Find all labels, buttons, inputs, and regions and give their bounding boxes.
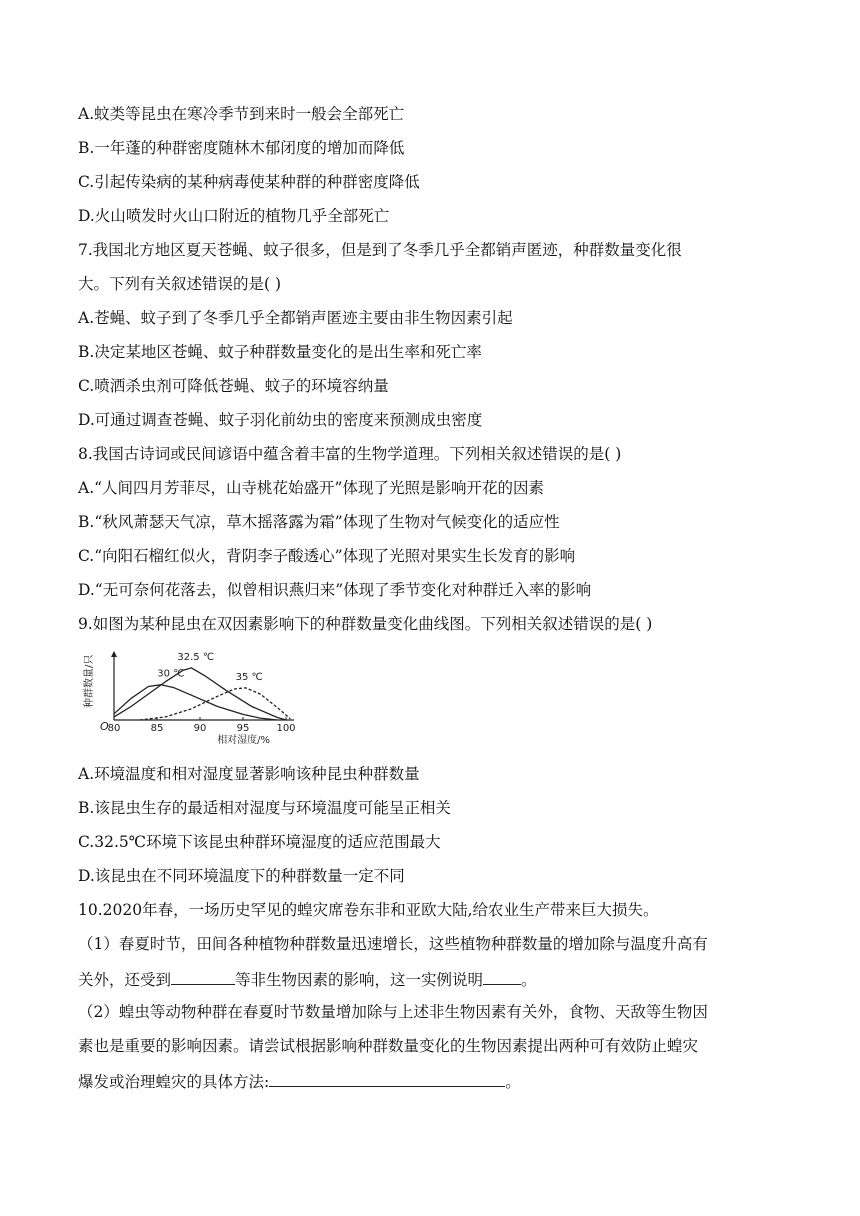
q6-option-a: A.蚊类等昆虫在寒冷季节到来时一般会全部死亡 [78, 105, 405, 123]
q6-option-c: C.引起传染病的某种病毒使某种群的种群密度降低 [78, 173, 420, 191]
series-line [140, 688, 290, 720]
q8-option-d: D.“无可奈何花落去，似曾相识燕归来”体现了季节变化对种群迁入率的影响 [78, 581, 592, 599]
q7-stem-line2: 大。下列有关叙述错误的是( ) [78, 275, 282, 293]
q10-part2-text-b: 。 [505, 1073, 521, 1091]
q9-option-b: B.该昆虫生存的最适相对湿度与环境温度可能呈正相关 [78, 799, 451, 817]
x-tick-label: 95 [236, 723, 250, 734]
q8-stem: 8.我国古诗词或民间谚语中蕴含着丰富的生物学道理。下列相关叙述错误的是( ) [78, 445, 622, 463]
q10-part1-text-c: 。 [521, 971, 537, 989]
x-tick-label: 90 [193, 723, 207, 734]
q10-part1-text-a: 关外，还受到 [78, 971, 172, 989]
q10-part1-line1: （1）春夏时节，田间各种植物种群数量迅速增长，这些植物种群数量的增加除与温度升高有 [78, 935, 708, 953]
y-axis-label: 种群数量/只 [84, 654, 95, 708]
series-label: 30 ℃ [157, 668, 185, 680]
origin-label: O [100, 720, 109, 733]
q6-option-b: B.一年蓬的种群密度随林木郁闭度的增加而降低 [78, 139, 405, 157]
x-axis-label: 相对湿度/% [217, 735, 271, 746]
q10-stem: 10.2020年春，一场历史罕见的蝗灾席卷东非和亚欧大陆,给农业生产带来巨大损失。 [78, 901, 659, 919]
q10-blank-3[interactable] [269, 1070, 505, 1087]
population-chart [78, 648, 300, 748]
q7-stem-line1: 7.我国北方地区夏天苍蝇、蚊子很多，但是到了冬季几乎全都销声匿迹，种群数量变化很 [78, 241, 682, 259]
q8-option-c: C.“向阳石榴红似火，背阴李子酸透心”体现了光照对果实生长发育的影响 [78, 547, 576, 565]
q10-part1-line2 [78, 968, 537, 990]
x-tick-label: 85 [150, 723, 164, 734]
q8-option-b: B.“秋风萧瑟天气凉，草木摇落露为霜”体现了生物对气候变化的适应性 [78, 513, 560, 531]
q8-option-a: A.“人间四月芳菲尽，山寺桃花始盛开”体现了光照是影响开花的因素 [78, 479, 544, 497]
q9-option-c: C.32.5℃环境下该昆虫种群环境湿度的适应范围最大 [78, 833, 441, 851]
q7-option-b: B.决定某地区苍蝇、蚊子种群数量变化的是出生率和死亡率 [78, 343, 482, 361]
x-tick-label: 80 [107, 723, 121, 734]
q10-blank-1[interactable] [171, 968, 235, 985]
y-axis-arrow-icon [111, 651, 117, 657]
q10-part1-text-b: 等非生物因素的影响，这一实例说明 [235, 971, 484, 989]
q7-option-c: C.喷洒杀虫剂可降低苍蝇、蚊子的环境容纳量 [78, 377, 389, 395]
q10-part2-line1: （2）蝗虫等动物种群在春夏时节数量增加除与上述非生物因素有关外，食物、天敌等生物因 [78, 1003, 708, 1021]
series-line [114, 685, 277, 720]
q10-part2-text-a: 爆发或治理蝗灾的具体方法: [78, 1073, 270, 1091]
series-label: 32.5 ℃ [177, 651, 215, 663]
x-tick-label: 100 [276, 723, 296, 734]
q10-part2-line3 [78, 1070, 521, 1092]
q7-option-a: A.苍蝇、蚊子到了冬季几乎全都销声匿迹主要由非生物因素引起 [78, 309, 513, 327]
q6-option-d: D.火山喷发时火山口附近的植物几乎全部死亡 [78, 207, 390, 225]
q9-option-a: A.环境温度和相对湿度显著影响该种昆虫种群数量 [78, 765, 420, 783]
q10-blank-2[interactable] [483, 968, 521, 985]
q7-option-d: D.可通过调查苍蝇、蚊子羽化前幼虫的密度来预测成虫密度 [78, 411, 483, 429]
q9-option-d: D.该昆虫在不同环境温度下的种群数量一定不同 [78, 867, 405, 885]
q10-part2-line2: 素也是重要的影响因素。请尝试根据影响种群数量变化的生物因素提出两种可有效防止蝗灾 [78, 1037, 699, 1055]
series-label: 35 ℃ [235, 671, 263, 683]
q9-stem: 9.如图为某种昆虫在双因素影响下的种群数量变化曲线图。下列相关叙述错误的是( ) [78, 615, 653, 633]
